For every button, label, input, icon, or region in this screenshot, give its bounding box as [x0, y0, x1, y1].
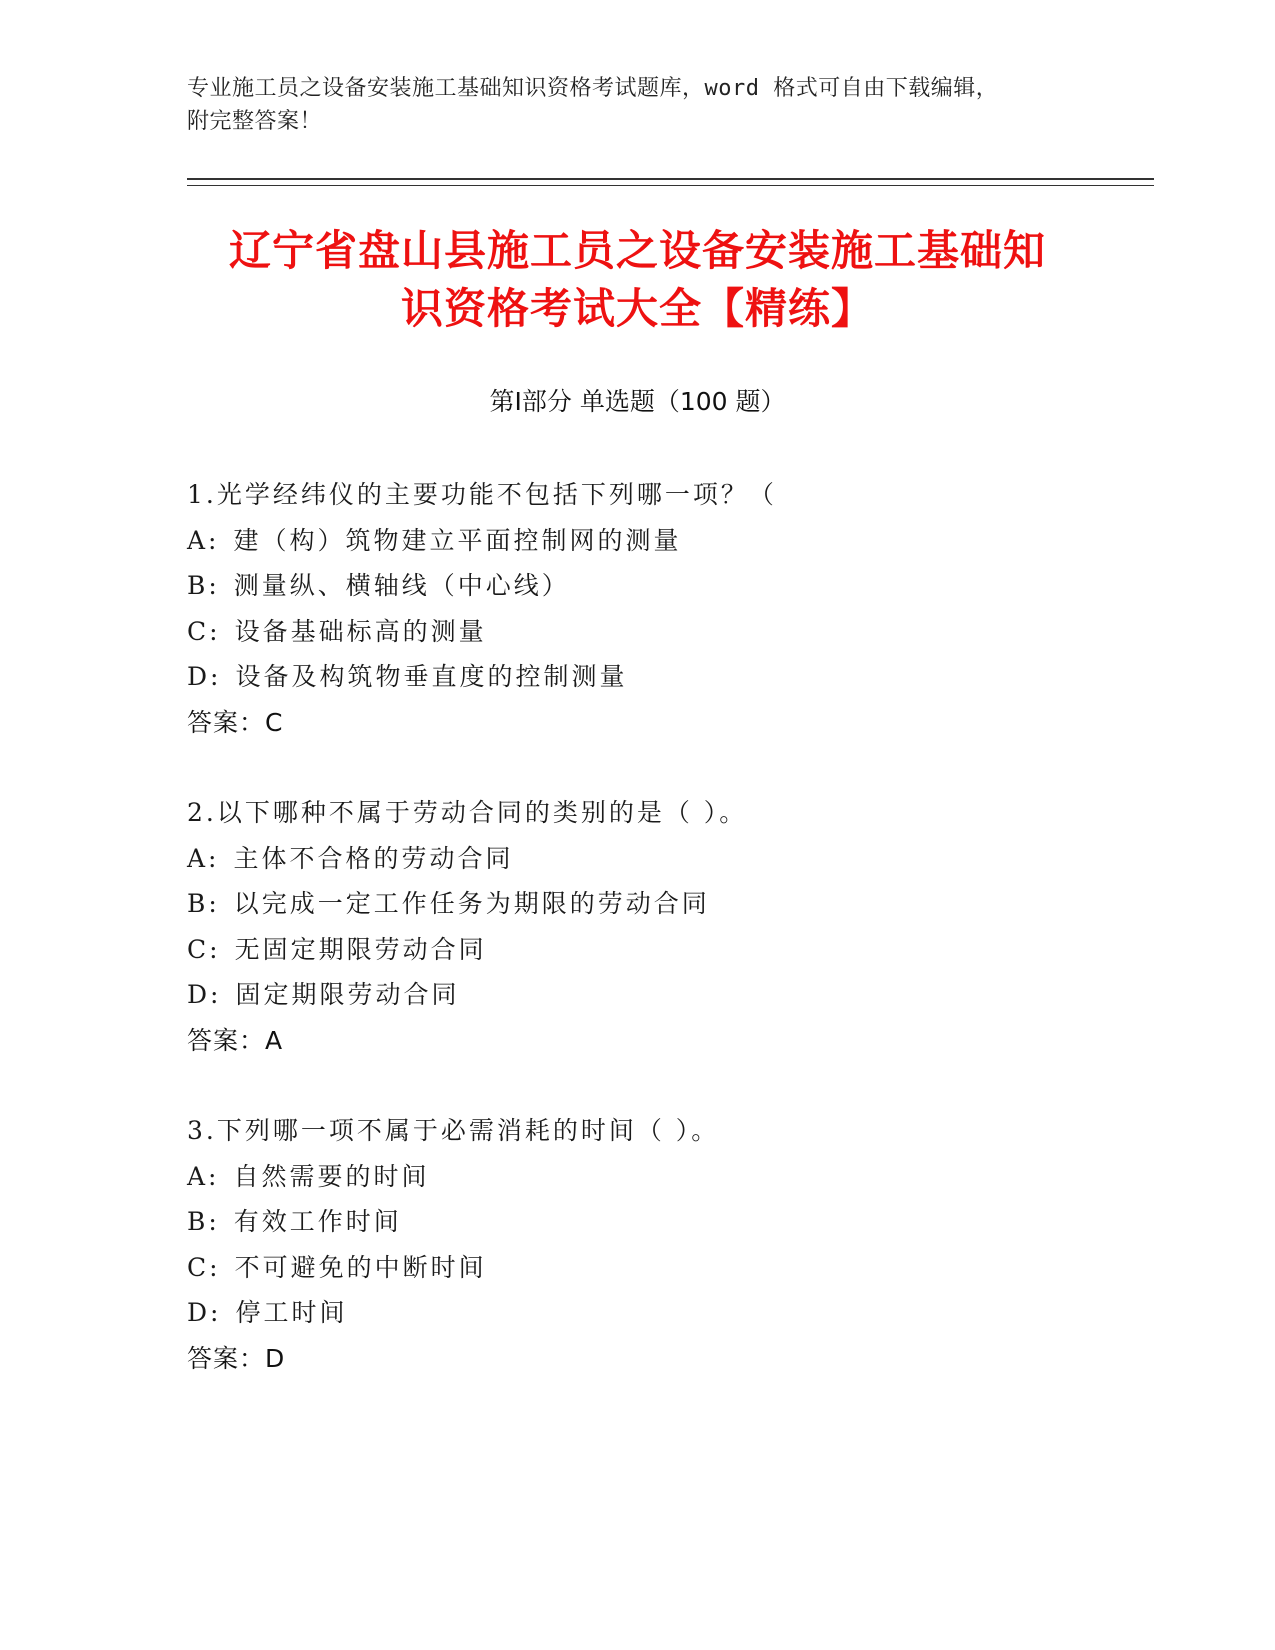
answer-line: 答案：C	[187, 707, 284, 737]
option-key: B:	[187, 1207, 220, 1236]
option-c	[187, 927, 1137, 973]
option-c	[187, 609, 1137, 655]
option-text: 有效工作时间	[233, 1207, 402, 1236]
header-note	[187, 72, 1067, 138]
question-stem: 2.以下哪种不属于劳动合同的类别的是（ ）。	[187, 798, 748, 827]
option-text: 主体不合格的劳动合同	[233, 843, 514, 873]
option-text: 以完成一定工作任务为期限的劳动合同	[233, 889, 710, 918]
option-b	[187, 563, 1137, 609]
option-key: C:	[187, 616, 221, 646]
option-key: D:	[187, 662, 222, 691]
option-text: 不可避免的中断时间	[234, 1252, 487, 1282]
option-key: B:	[187, 571, 220, 600]
option-d	[187, 1290, 1137, 1336]
question-stem: 1.光学经纬仪的主要功能不包括下列哪一项？（	[187, 480, 777, 509]
option-text: 无固定期限劳动合同	[234, 934, 487, 964]
question-list	[187, 472, 1137, 1426]
option-key: A:	[187, 1161, 220, 1191]
option-text: 设备基础标高的测量	[234, 616, 487, 646]
option-text: 建（构）筑物建立平面控制网的测量	[233, 525, 682, 555]
question-1	[187, 472, 1137, 745]
option-b	[187, 881, 1137, 927]
header-note-line-2: 附完整答案！	[187, 109, 323, 134]
option-d	[187, 972, 1137, 1018]
option-c	[187, 1245, 1137, 1291]
option-text: 固定期限劳动合同	[235, 980, 460, 1009]
option-a	[187, 518, 1137, 564]
option-key: B:	[187, 889, 220, 918]
option-d	[187, 654, 1137, 700]
option-a	[187, 836, 1137, 882]
header-note-line-1: 专业施工员之设备安装施工基础知识资格考试题库，word 格式可自由下载编辑，	[187, 76, 999, 101]
answer-line: 答案：A	[187, 1025, 284, 1055]
document-title-line-1: 辽宁省盘山县施工员之设备安装施工基础知	[228, 226, 1046, 275]
option-key: A:	[187, 525, 220, 555]
option-text: 设备及构筑物垂直度的控制测量	[235, 662, 628, 691]
option-text: 停工时间	[235, 1298, 348, 1327]
option-key: A:	[187, 843, 220, 873]
header-divider-thick	[187, 178, 1154, 180]
section-heading: 第Ⅰ部分 单选题（100 题）	[489, 387, 786, 416]
answer-line: 答案：D	[187, 1343, 286, 1373]
option-b	[187, 1199, 1137, 1245]
option-key: C:	[187, 934, 221, 964]
option-key: D:	[187, 980, 222, 1009]
document-title	[150, 222, 1125, 338]
option-key: D:	[187, 1298, 222, 1327]
option-a	[187, 1154, 1137, 1200]
document-title-line-2: 识资格考试大全【精练】	[400, 284, 874, 333]
option-text: 测量纵、横轴线（中心线）	[233, 571, 570, 600]
header-divider-thin	[187, 185, 1154, 186]
question-2	[187, 790, 1137, 1063]
question-stem: 3.下列哪一项不属于必需消耗的时间（ ）。	[187, 1116, 720, 1145]
option-key: C:	[187, 1252, 221, 1282]
option-text: 自然需要的时间	[233, 1161, 430, 1191]
question-3	[187, 1108, 1137, 1381]
